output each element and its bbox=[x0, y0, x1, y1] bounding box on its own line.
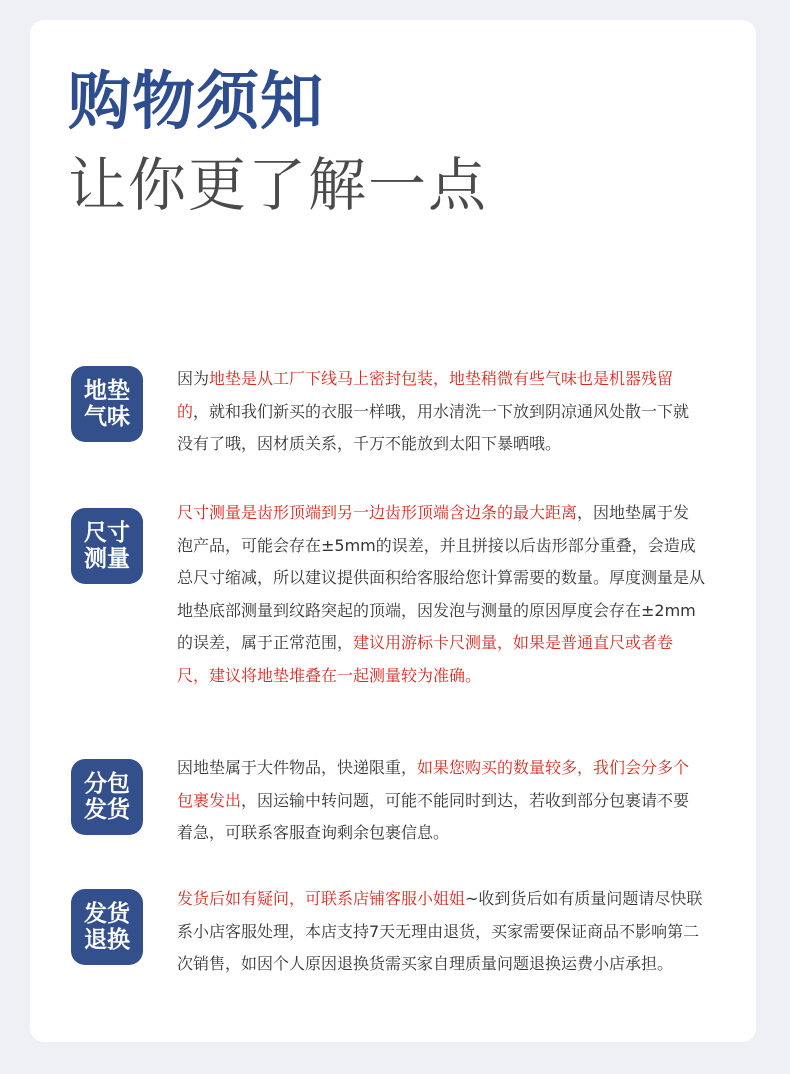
text-segment: 因地垫属于大件物品，快递限重， bbox=[177, 758, 418, 777]
text-segment: ，就和我们新买的衣服一样哦，用水清洗一下放到阴凉通风处散一下就没有了哦，因材质关系，千万不能放到太阳下暴晒哦。 bbox=[177, 401, 690, 453]
section-badge bbox=[71, 889, 143, 965]
section-badge bbox=[71, 366, 143, 442]
section-text bbox=[177, 363, 705, 461]
section-text bbox=[177, 752, 705, 850]
badge-line: 测量 bbox=[84, 546, 130, 572]
page-subtitle: 让你更了解一点 bbox=[68, 151, 489, 219]
section-badge bbox=[71, 759, 143, 835]
badge-line: 地垫 bbox=[84, 378, 130, 404]
text-segment: ~收到货后如有质量问题请尽快联系小店客服处理，本店支持7天无理由退货，买家需要保证商品不影响第二次销售，如因个人原因退换货需买家自理质量问题退换运费小店承担。 bbox=[177, 889, 703, 973]
section-text bbox=[177, 497, 705, 692]
text-segment: ，因运输中转问题，可能不能同时到达，若收到部分包裹请不要着急，可联系客服查询剩余包裹信息。 bbox=[177, 790, 690, 842]
highlight-segment: 地垫是从工厂下线马上密封包装，地垫稍微有些气味也是机器残留的 bbox=[177, 369, 674, 421]
highlight-segment: 如果您购买的数量较多，我们会分多个包裹发出 bbox=[177, 758, 690, 810]
text-segment: 因为 bbox=[177, 369, 210, 388]
text-segment: ，因地垫属于发泡产品，可能会存在±5mm的误差，并且拼接以后齿形部分重叠，会造成总尺寸缩减，所以建议提供面积给客服给您计算需要的数量。厚度测量是从地垫底部测量到纹路突起的顶端，因发泡与测量的原因厚度会存在±2mm的误差，属于正常范围， bbox=[177, 503, 706, 652]
page-title: 购物须知 bbox=[68, 65, 324, 138]
badge-line: 分包 bbox=[84, 771, 130, 797]
highlight-segment: 尺寸测量是齿形顶端到另一边齿形顶端含边条的最大距离 bbox=[177, 503, 578, 522]
section-text bbox=[177, 883, 705, 981]
badge-line: 发货 bbox=[84, 797, 130, 823]
badge-line: 退换 bbox=[84, 927, 130, 953]
badge-line: 发货 bbox=[84, 901, 130, 927]
badge-line: 尺寸 bbox=[84, 520, 130, 546]
section-badge bbox=[71, 508, 143, 584]
highlight-segment: 建议用游标卡尺测量，如果是普通直尺或者卷尺，建议将地垫堆叠在一起测量较为准确。 bbox=[177, 633, 674, 685]
badge-line: 气味 bbox=[84, 404, 130, 430]
highlight-segment: 发货后如有疑问，可联系店铺客服小姐姐 bbox=[177, 889, 466, 908]
